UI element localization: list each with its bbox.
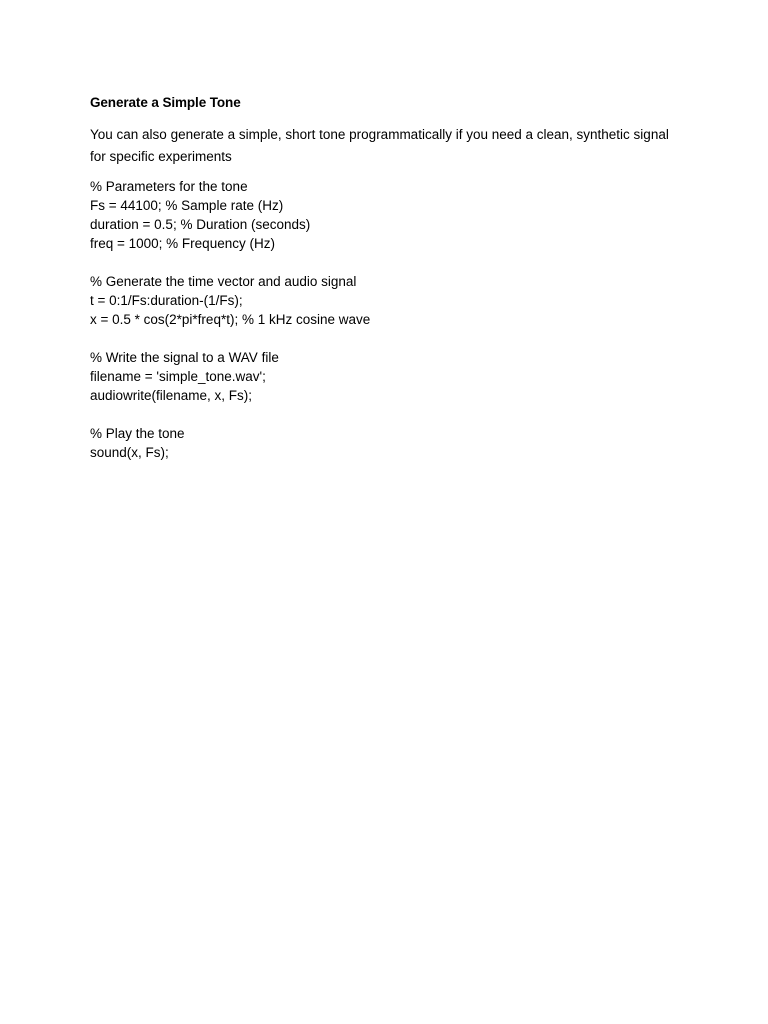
code-line: audiowrite(filename, x, Fs); [90,388,253,403]
code-line: t = 0:1/Fs:duration-(1/Fs); [90,293,243,308]
code-line: % Write the signal to a WAV file [90,350,279,365]
code-line: % Generate the time vector and audio signal [90,274,357,289]
code-line: filename = 'simple_tone.wav'; [90,369,266,384]
code-line: Fs = 44100; % Sample rate (Hz) [90,198,284,213]
code-block [90,177,688,462]
code-line: duration = 0.5; % Duration (seconds) [90,217,311,232]
code-line: % Parameters for the tone [90,179,248,194]
code-line: sound(x, Fs); [90,445,169,460]
blank-line [90,405,688,424]
code-line: freq = 1000; % Frequency (Hz) [90,236,275,251]
intro-paragraph: You can also generate a simple, short tone programmatically if you need a clean, synthetic signal for specific experiments [90,127,669,164]
code-line: x = 0.5 * cos(2*pi*freq*t); % 1 kHz cosine wave [90,312,371,327]
blank-line [90,329,688,348]
code-line: % Play the tone [90,426,185,441]
blank-line [90,253,688,272]
section-heading: Generate a Simple Tone [90,95,241,110]
